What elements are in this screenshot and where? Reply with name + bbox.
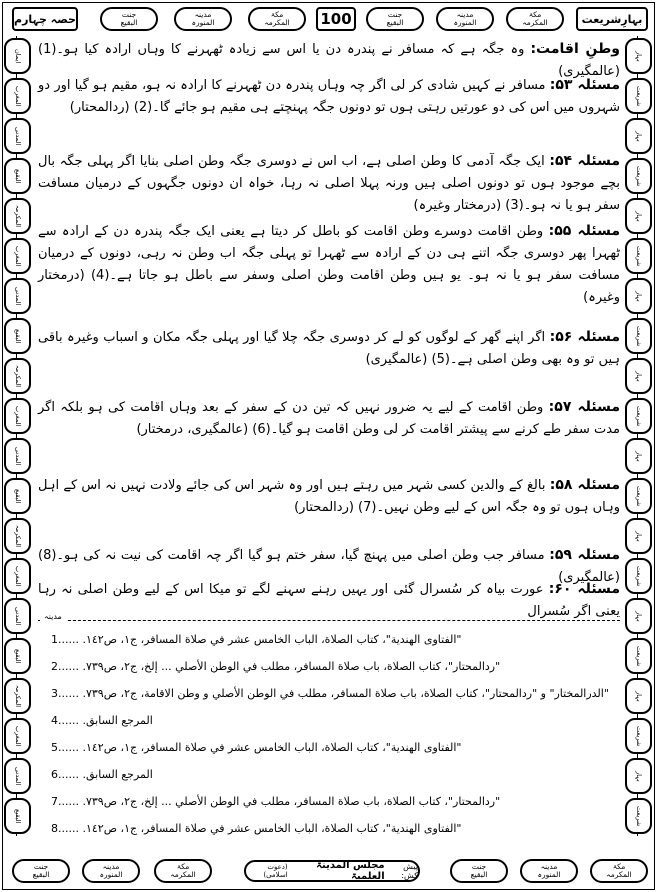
footnote-leader: ...... xyxy=(58,633,83,646)
rail-tab: شریعت xyxy=(625,718,652,754)
rail-tab: شریعت xyxy=(625,558,652,594)
publisher-suffix: (دعوت اسلامی) xyxy=(263,863,288,879)
badge-line: المنورہ xyxy=(191,18,215,27)
footer-badge xyxy=(520,859,578,883)
rail-tab: بہار xyxy=(625,278,652,314)
footnote-text: "الفتاوى الهندية"، كتاب الصلاة، الباب الخامس عشر في صلاة المسافر، ج١، ص١٤٢. xyxy=(82,741,462,754)
rail-tab: شریعت xyxy=(625,398,652,434)
header-badge xyxy=(366,7,424,31)
footnote-number: 6 xyxy=(51,768,58,781)
rail-tab: البقیع xyxy=(4,798,31,834)
badge-line: المنورہ xyxy=(537,870,561,879)
paragraph-text: اگر اپنے گھر کے لوگوں کو لے کر دوسری جگہ چلا گیا اور پہلی جگہ مکان و اسباب وغیرہ باقی ہیں تو وہ بھی وطن اصلی ہے۔(5) (عالمگیری) xyxy=(38,330,620,367)
rail-tab: بہار xyxy=(625,118,652,154)
masala-heading: مسئلہ ۵۹: xyxy=(549,547,621,563)
rail-tab: البقیع xyxy=(4,158,31,194)
badge-line: البقیع xyxy=(386,18,404,27)
masala-heading: مسئلہ ۵۶: xyxy=(549,329,621,345)
paragraph-masala-56 xyxy=(38,326,620,371)
rail-tab: المغرب xyxy=(4,718,31,754)
footnote-number: 8 xyxy=(51,822,58,835)
badge-line: البقیع xyxy=(470,870,488,879)
rail-tab: بہار xyxy=(625,518,652,554)
badge-line: جنت xyxy=(387,10,403,19)
rail-tab: بہار xyxy=(625,198,652,234)
rail-tab: البقیع xyxy=(4,638,31,674)
masala-heading: مسئلہ ۵۷: xyxy=(548,399,621,415)
rail-tab: شریعت xyxy=(625,478,652,514)
footnote-text: "ردالمحتار"، كتاب الصلاة، باب صلاة المسافر، مطلب في الوطن الأصلي ... إلخ، ج٢، ص٧٣٩. xyxy=(82,795,501,808)
header-badge xyxy=(436,7,494,31)
masala-heading: مسئلہ ۵۵: xyxy=(548,223,620,239)
badge-line: البقیع xyxy=(120,18,138,27)
footnote-number: 5 xyxy=(51,741,58,754)
footnote-text: "الدرالمختار" و "ردالمحتار"، كتاب الصلاة، باب صلاة المسافر، مطلب في الوطن الأصلي و وطن الاقامة، ج٢، ص٧٣٩. xyxy=(82,687,609,700)
rail-tab: شریعت xyxy=(625,238,652,274)
footnote-leader: ...... xyxy=(58,768,83,781)
section-label: حصہ چہارم xyxy=(12,7,78,31)
rail-tab: البقیع xyxy=(4,478,31,514)
badge-line: المکرمہ xyxy=(264,18,290,27)
rail-tab: المدنی xyxy=(4,598,31,634)
paragraph-masala-58 xyxy=(38,474,620,519)
rail-tab: المغرب xyxy=(4,558,31,594)
footer-badge xyxy=(450,859,508,883)
footnote-text: "الفتاوى الهندية"، كتاب الصلاة، الباب الخامس عشر في صلاة المسافر، ج١، ص١٤٢. xyxy=(82,633,462,646)
rail-tab: شریعت xyxy=(625,638,652,674)
badge-line: مکۃ xyxy=(176,862,190,871)
footnote-number: 2 xyxy=(51,660,58,673)
paragraph-text: مسافر جب وطن اصلی میں پہنچ گیا، سفر ختم ہو گیا اگر چہ اقامت کی نیت نہ کی ہو۔(8) (عالمگیری) xyxy=(38,548,620,585)
masala-heading: مسئلہ ۶۰: xyxy=(548,581,620,597)
footnote-leader: ...... xyxy=(58,822,83,835)
left-rail xyxy=(2,36,34,836)
paragraph-masala-60 xyxy=(38,578,620,623)
badge-line: مدینہ xyxy=(102,862,120,871)
badge-line: المنورہ xyxy=(99,870,123,879)
book-title: بہارِشریعت xyxy=(576,7,648,31)
paragraph-masala-53 xyxy=(38,74,620,119)
rail-tab: المغرب xyxy=(4,78,31,114)
paragraph-text: عورت بیاہ کر سُسرال گئی اور یہیں رہنے سہنے لگے تو میکا اس کے لیے وطن اصلی نہ رہا یعنی اگر سُسرال xyxy=(38,582,620,619)
footnote-number: 1 xyxy=(51,633,58,646)
badge-line: مکۃ xyxy=(270,10,284,19)
badge-line: جنت xyxy=(471,862,487,871)
footnote-number: 7 xyxy=(51,795,58,808)
badge-line: البقیع xyxy=(32,870,50,879)
footnote xyxy=(40,765,620,785)
paragraph-masala-54 xyxy=(38,150,620,217)
footnote-separator xyxy=(38,620,620,629)
rail-tab: بہار xyxy=(625,678,652,714)
rail-tab: المکرمہ xyxy=(4,518,31,554)
rail-tab: المکرمہ xyxy=(4,198,31,234)
footnote-number: 4 xyxy=(51,714,58,727)
badge-line: المکرمہ xyxy=(606,870,632,879)
rail-tab: المدنی xyxy=(4,438,31,474)
rail-tab: بہار xyxy=(625,598,652,634)
masala-heading: مسئلہ ۵۴: xyxy=(549,153,620,169)
publisher-name: مجلس المدینۃ العلمیۃ xyxy=(316,860,385,882)
badge-line: مدینہ xyxy=(540,862,558,871)
term-heading: وطنِ اقامت: xyxy=(530,41,621,57)
footer-badge xyxy=(12,859,70,883)
rail-line xyxy=(16,36,17,836)
rail-tab: المکرمہ xyxy=(4,678,31,714)
badge-line: جنت xyxy=(33,862,49,871)
rail-tab: شریعت xyxy=(625,798,652,834)
footnote xyxy=(40,738,620,758)
separator-label: مدینہ xyxy=(40,612,66,621)
footnote xyxy=(40,792,620,812)
badge-line: مدینہ xyxy=(194,10,212,19)
header-badge xyxy=(100,7,158,31)
footnote-leader: ...... xyxy=(58,660,83,673)
footnote-text: "الفتاوى الهندية"، كتاب الصلاة، الباب الخامس عشر في صلاة المسافر، ج١، ص١٤٢. xyxy=(82,822,462,835)
paragraph-text: وطن اقامت دوسرے وطن اقامت کو باطل کر دیتا ہے یعنی ایک جگہ پندرہ دن کے ارادہ سے ٹھہرا پھر دوسری جگہ اتنے ہی دن کے ارادہ سے ٹھہرا تو پہلی جگہ اب وطن نہ رہی، دونوں کے درمیان مسافت سفر ہو یا نہ ہو۔ یو ہیں وطن اقامت وطن اصلی وسفر سے باطل ہو جاتا ہے۔(4) (درمختار وغیرہ) xyxy=(38,224,621,305)
footnote-number: 3 xyxy=(51,687,58,700)
paragraph-text: مسافر نے کہیں شادی کر لی اگر چہ وہاں پندرہ دن ٹھہرنے کا ارادہ نہ ہو، مقیم ہو گیا اور دو شہروں میں اس کی دو عورتیں رہتی ہوں تو دونوں جگہ پہنچتے ہی مقیم ہو جائے گا۔(2) (ردالمحتار) xyxy=(38,78,620,115)
footnote-leader: ...... xyxy=(58,687,83,700)
badge-line: المکرمہ xyxy=(522,18,548,27)
footnote xyxy=(40,630,620,650)
rail-tab: بہار xyxy=(625,758,652,794)
badge-line: المکرمہ xyxy=(170,870,196,879)
page-header xyxy=(4,4,653,34)
rail-tab: المغرب xyxy=(4,398,31,434)
rail-tab: البقیع xyxy=(4,318,31,354)
rail-line xyxy=(637,36,638,836)
right-rail xyxy=(623,36,655,836)
rail-tab: شریعت xyxy=(625,78,652,114)
header-badge xyxy=(174,7,232,31)
paragraph-masala-57 xyxy=(38,396,620,441)
rail-tab: بہار xyxy=(625,438,652,474)
footnote-text: "ردالمحتار"، كتاب الصلاة، باب صلاة المسافر، مطلب في الوطن الأصلي ... إلخ، ج٢، ص٧٣٩. xyxy=(82,660,501,673)
badge-line: مکۃ xyxy=(612,862,626,871)
page-footer xyxy=(4,856,653,886)
header-badge xyxy=(248,7,306,31)
footnote xyxy=(40,684,620,704)
masala-heading: مسئلہ ۵۳: xyxy=(549,77,621,93)
rail-tab: شریعت xyxy=(625,158,652,194)
footnote-text: المرجع السابق. xyxy=(82,714,153,727)
page-number: 100 xyxy=(316,7,356,31)
footnote-leader: ...... xyxy=(58,714,83,727)
badge-line: مکۃ xyxy=(528,10,542,19)
rail-tab: شریعت xyxy=(625,318,652,354)
rail-tab: بہار xyxy=(625,38,652,74)
footnote xyxy=(40,819,620,839)
footer-badge xyxy=(82,859,140,883)
paragraph-text: وہ جگہ ہے کہ مسافر نے پندرہ دن یا اس سے زیادہ ٹھہرنے کا وہاں ارادہ کیا ہو۔(1) (عالمگیری) xyxy=(38,42,620,79)
badge-line: مدینہ xyxy=(456,10,474,19)
paragraph-masala-55 xyxy=(38,220,620,309)
paragraph-text: بالغ کے والدین کسی شہر میں رہتے ہیں اور وہ شہر اس کی جائے ولادت نہیں نہ اس کے اہل وہاں ہوں تو وہ جگہ اس کے لیے وطن نہیں۔(7) (ردالمحتار) xyxy=(38,478,620,515)
publisher-label xyxy=(244,860,420,882)
footnote xyxy=(40,657,620,677)
footer-badge xyxy=(154,859,212,883)
header-badge xyxy=(506,7,564,31)
rail-tab: المغرب xyxy=(4,238,31,274)
rail-tab: المکرمہ xyxy=(4,358,31,394)
masala-heading: مسئلہ ۵۸: xyxy=(549,477,620,493)
rail-tab: المدنی xyxy=(4,278,31,314)
footnote xyxy=(40,711,620,731)
paragraph-text: وطن اقامت کے لیے یہ ضرور نہیں کہ تین دن کے سفر کے بعد وہاں اقامت کی ہو بلکہ اگر مدت سفر طے کرنے سے پیشتر اقامت کر لی وطن اقامت ہو گیا۔(6) (عالمگیری، درمختار) xyxy=(38,400,620,437)
footer-badge xyxy=(590,859,648,883)
footnote-text: المرجع السابق. xyxy=(82,768,153,781)
rail-tab: المدنی xyxy=(4,118,31,154)
footnote-leader: ...... xyxy=(58,795,83,808)
rail-tab: بہار xyxy=(625,358,652,394)
footnote-leader: ...... xyxy=(58,741,83,754)
rail-tab: ایمان xyxy=(4,38,31,74)
paragraph-text: ایک جگہ آدمی کا وطن اصلی ہے، اب اس نے دوسری جگہ وطن اصلی بنایا اگر پہلی جگہ بال بچے موجود ہوں تو دونوں اصلی ہیں ورنہ پہلا اصلی نہ رہا، خواہ ان دونوں جگہوں کے درمیان مسافت سفر ہو یا نہ ہو۔(3) (درمختار وغیرہ) xyxy=(38,154,620,213)
rail-tab: المدنی xyxy=(4,758,31,794)
publisher-prefix: پیش کش: xyxy=(401,862,418,880)
badge-line: جنت xyxy=(121,10,137,19)
badge-line: المنورہ xyxy=(453,18,477,27)
